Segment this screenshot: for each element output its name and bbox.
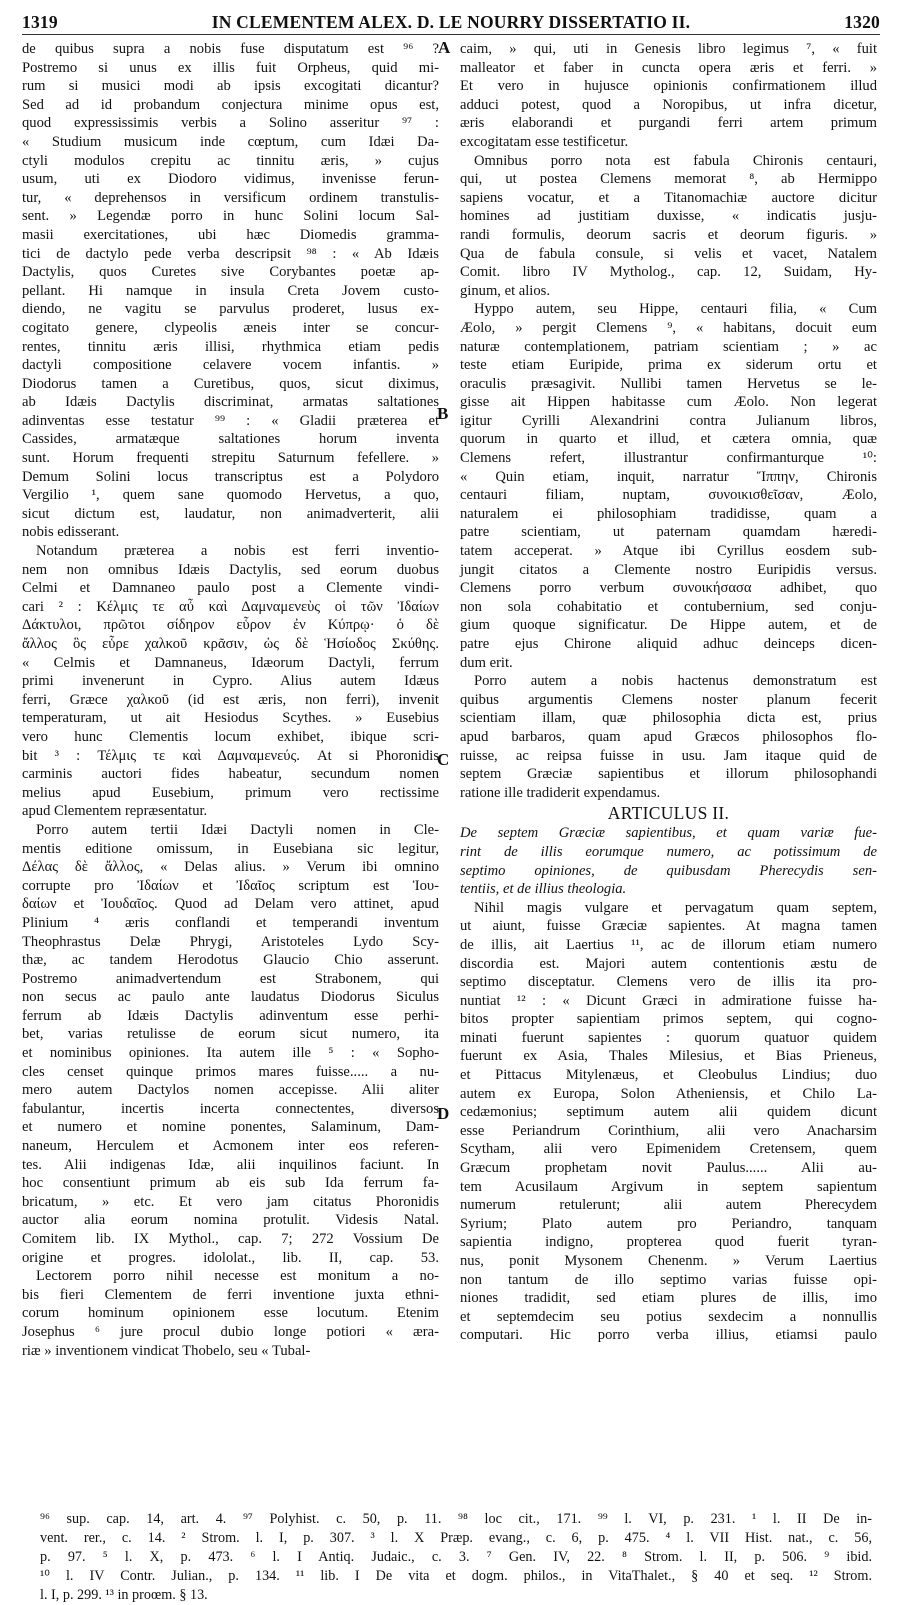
right-column-line: Comit. libro IV Mytholog., cap. 12, Suidam, Hy- [460, 264, 877, 281]
left-column-line: Lectorem porro nihil necesse est monitum a no- [36, 1268, 439, 1285]
right-column-line: quibus argumentis Clemens noster planum fecerit [460, 691, 877, 708]
right-column-line: et Pittacus Mitylenæus, et Cleobulus Lindius; duo [460, 1067, 877, 1084]
right-column-line: bitos propter sapientiam primos septem, qui cogno- [460, 1011, 877, 1028]
footnote-line: ⁹⁶ sup. cap. 14, art. 4. ⁹⁷ Polyhist. c. 50, p. 11. ⁹⁸ loc cit., 171. ⁹⁹ l. VI, p. 231. ¹ l. II De in- [40, 1511, 872, 1527]
right-column-line: sapiens vocatur, et a Titanomachiæ auctore dicitur [460, 189, 877, 206]
right-column-line: homines ad justitiam duxisse, « indicatis jusju- [460, 208, 877, 225]
left-column-line: quod expressissimis verbis a Solino asseritur ⁹⁷ : [22, 115, 439, 132]
left-column-line: primi invenerunt in Cypro. Alius autem Idæus [22, 673, 439, 690]
right-column-line: naturæ contemplationem, patriam scientiam ; » ac [460, 338, 877, 355]
right-column-line: adduci potest, quod a Noropibus, ut infra dicetur, [460, 96, 877, 113]
left-column-line: corum hominum opinionem esse locutum. Etenim [22, 1305, 439, 1322]
footnote-line: ¹⁰ l. IV Contr. Julian., p. 134. ¹¹ lib. I De vita et dogm. philos., in VitaThalet., § 40 et seq. ¹² Strom. [40, 1568, 872, 1584]
right-column-line: oraculis præsagivit. Nullibi tamen Hervetus se le- [460, 375, 877, 392]
left-column-line: nobis edisserant. [22, 524, 120, 541]
right-column-line: minati fuerunt sapientes : quorum quatuor quidem [460, 1029, 877, 1046]
right-column-line: ruisse, ac reipsa fuisse in usu. Jam itaque quid de [460, 747, 877, 764]
right-column-line: Et vero in hujusce opinionis confirmationem illud [460, 78, 877, 95]
right-column-line: scientiam illam, quæ philosophia dicta est, prius [460, 710, 877, 727]
margin-marker-d: D [437, 1104, 450, 1123]
footnote-line: l. I, p. 299. ¹³ in proœm. § 13. [40, 1587, 208, 1603]
left-column-line: bet, varias retulisse de eorum sicut numero, ita [22, 1026, 439, 1043]
footnote-line: vent. rer., c. 14. ² Strom. l. I, p. 307. ³ l. X Præp. evang., c. 6, p. 475. ⁴ l. VII Hist. nat., c. 56, [40, 1530, 872, 1546]
right-column-line: Syrium; Plato autem pro Periandro, tanquam [460, 1215, 877, 1232]
left-column-line: melius apud Eusebium, primum vero rectissime [22, 784, 439, 801]
right-column-line: Æolo, » pergit Clemens ⁹, « habitans, docuit eum [460, 319, 877, 336]
left-column-line: tur, « deprehensos in versificum ordinem transtulis- [22, 189, 439, 206]
right-column-line: autem ex Europa, Solon Atheniensis, et Chilo La- [460, 1085, 877, 1102]
footnote-line: p. 97. ⁵ l. X, p. 473. ⁶ l. I Antiq. Judaic., c. 3. ⁷ Gen. IV, 22. ⁸ Strom. l. II, p. 506. ⁹ ibid. [40, 1549, 872, 1565]
right-column-line: Clemens porro verbum συνοικήσασα adhibet, quo [460, 580, 877, 597]
left-column-line: de quibus supra a nobis fuse disputatum est ⁹⁶ ? [22, 41, 439, 57]
left-column-line: temperaturam, ut ait Hesiodus Scythes. » Eusebius [22, 710, 439, 727]
left-column-line: riæ » inventionem vindicat Thobelo, seu « Tubal- [22, 1342, 311, 1359]
right-column-line: gisse ait Hippen habitasse cum Æolo. Non legerat [460, 394, 877, 411]
left-column-line: Postremo animadvertendum est Strabonem, qui [22, 970, 439, 987]
article-heading: ARTICULUS II. [607, 803, 730, 824]
left-column-line: mentis editione omissum, in Eusebiana sic legitur, [22, 840, 439, 857]
left-column-line: Dactylis, quos Curetes sive Corybantes poetæ ap- [22, 264, 439, 281]
right-column-line: caim, » qui, uti in Genesis libro legimus ⁷, « fuit [460, 41, 877, 57]
left-column-line: ferri, Græce χαλκοῦ (id est æris, non ferri), invenit [22, 691, 439, 708]
right-column-line: patre ejus Chirone aliquid adhuc deinceps dicen- [460, 636, 877, 652]
left-column [22, 40, 439, 1360]
left-column-line: ab Idæis Dactylis discriminat, armatas saltationes [22, 394, 439, 411]
footnotes [40, 1510, 872, 1605]
left-column-line: hoc consentiunt primum ab eis sub Ida ferrum fa- [22, 1175, 439, 1192]
right-column-line: non tantum de illo septimo varias fuisse opi- [460, 1271, 877, 1288]
left-column-line: Celmi et Damnaneo paulo post a Clemente vindi- [22, 580, 439, 597]
right-column-line: non sola cohabitatio et contubernium, sed conju- [460, 598, 877, 615]
right-column-line: septimo disceptatur. Clemens vero de illis ita pro- [460, 974, 877, 991]
left-column-line: Porro autem tertii Idæi Dactyli nomen in Cle- [36, 821, 439, 838]
left-column-line: ἄλλος ὃς εὗρε χαλκοῦ κρᾶσιν, ὡς δὲ Ἡσίοδος Σκύθης. [22, 636, 439, 652]
left-column-line: Plinium ⁴ æris conflandi et temperandi inventum [22, 914, 439, 931]
left-column-line: tes. Alii indigenas Idæ, alii inquilinos faciunt. In [22, 1156, 439, 1173]
left-column-line: carminis auctori fides habeatur, secundum nomen [22, 766, 439, 783]
right-column-line: et septemdecim seu potius sexdecim a nonnullis [460, 1308, 877, 1325]
page-number-right: 1320 [844, 12, 880, 32]
left-column-line: « Studium musicum inde cœptum, cum Idæi Da- [22, 133, 439, 150]
right-column-line: sapientia indigno, propterea quod fuerit tyran- [460, 1234, 877, 1251]
left-column-line: sunt. Horum frequenti strepitu Saturnum fefellere. » [22, 450, 439, 467]
running-header [22, 12, 880, 34]
left-column-line: Demum Solini locus transcriptus est a Polydoro [22, 468, 439, 485]
right-column-line: Græcum prophetam novit Paulus...... Alii au- [460, 1160, 877, 1177]
right-column-line: « Quin etiam, inquit, narratur Ἵππην, Chironis [460, 468, 877, 485]
left-column-line: masii exercitationes, ubi hæc Diomedis gramma- [22, 226, 439, 243]
right-column-line: numerum retulerunt; alii autem Pherecydem [460, 1197, 877, 1214]
right-column-line: tentiis, et de illius theologia. [460, 881, 627, 898]
left-column-line: pellant. Hi namque in insula Creta Jovem custo- [22, 282, 439, 299]
left-column-line: non secus ac paulo ante laudatus Diodorus Siculus [22, 989, 439, 1006]
page-number-left: 1319 [22, 12, 58, 32]
left-column-line: rentes, tinnitu æris illisi, rhythmica etiam pedis [22, 338, 439, 355]
right-column-line: Qua de fabula consule, si velis et vacet, Natalem [460, 245, 877, 262]
right-column-line: malleator et faber in cuncta opera æris et ferri. » [460, 59, 877, 76]
right-column-line: apud barbaros, quam apud Græcos philosophos flo- [460, 728, 877, 745]
margin-marker-a: A [438, 38, 451, 57]
left-column-line: Notandum præterea a nobis est ferri inventio- [36, 543, 439, 560]
left-column-line: bis fieri Clementem de ferri inventione juxta ethni- [22, 1286, 439, 1303]
right-column-line: randi formulis, deorum sacris et deorum figuris. » [460, 226, 877, 243]
left-column-line: vero hunc Clementis locum exhibet, ibique scri- [22, 728, 439, 745]
right-column-line: Scytham, alii vero Epimenidem Cretensem, quem [460, 1141, 877, 1158]
left-column-line: diendo, ne vagitu se parvulus proderet, lusus ex- [22, 301, 439, 318]
right-column-line: patre scientiam, ut paternam quamdam hæredi- [460, 524, 877, 541]
left-column-line: rum si musici modi ab ipsis excogitati dicantur? [22, 78, 439, 95]
left-column-line: Vergilio ¹, quem sane quomodo Hervetus, a quo, [22, 487, 439, 504]
left-column-line: Diodorus tamen a Curetibus, quos, sicut diximus, [22, 375, 439, 392]
right-column-line: naturalem ei philosophiam tradidisse, quam a [460, 505, 877, 522]
right-column-line: niones tradidit, sed etiam plures de illis, imo [460, 1290, 877, 1307]
right-column-line: De septem Græciæ sapientibus, et quam variæ fue- [460, 825, 877, 842]
left-column-line: auctor alia eorum nomina protulit. Videsis Natal. [22, 1212, 439, 1229]
right-column-line: computari. Hic porro verba illius, etiamsi paulo [460, 1327, 877, 1344]
left-column-line: thæ, ac tandem Herodotus Glaucio Chio asserunt. [22, 952, 439, 969]
right-column-line: Clemens refert, illustrantur confirmanturque ¹⁰: [460, 450, 877, 467]
right-column-line: gium quoque significatur. De Hippe autem, et de [460, 617, 877, 634]
margin-marker-c: C [437, 750, 450, 769]
right-column-line: igitur Cyrilli Alexandrini contra Julianum libros, [460, 412, 877, 429]
left-column-line: naneum, Herculem et Acmonem inter eos referen- [22, 1138, 439, 1155]
left-column-line: ferrum ab Idæis Dactylis adinventum esse perhi- [22, 1007, 439, 1024]
left-column-line: Cassides, armatæque saltationes horum inventa [22, 431, 439, 448]
left-column-line: fabulantur, incertis incerta connectentes, diversos [22, 1100, 439, 1117]
header-rule [22, 34, 880, 35]
right-column-line: excogitatam esse testificetur. [460, 133, 629, 150]
left-column-line: et nominibus opiniones. Ita autem ille ⁵ : « Sopho- [22, 1045, 439, 1062]
right-column-line: septem Græciæ sapientibus et illorum philosophandi [460, 766, 877, 783]
left-column-line: usum, uti ex Diodoro vidimus, invenisse ferun- [22, 171, 439, 188]
right-column-line: ut aiunt, fuisse Græciæ sapientes. At magna tamen [460, 918, 877, 935]
right-column-line: rint de illis eorumque numero, ac potissimum de [460, 843, 877, 860]
left-column-line: cogitato genere, clypeolis æneis inter se concur- [22, 319, 439, 336]
left-column-line: cles censet quinque primos mares fuisse..... a nu- [22, 1063, 439, 1080]
right-column-line: Porro autem a nobis hactenus demonstratum est [474, 673, 877, 690]
right-column-line: Nihil magis vulgare et pervagatum quam septem, [474, 899, 877, 916]
right-column-line: teste etiam Euripide, prima ex siderum ortu et [460, 357, 877, 374]
left-column-line: apud Clementem repræsentatur. [22, 803, 208, 820]
left-column-line: Sed ad id probandum conjectura minime opus est, [22, 96, 439, 113]
left-column-line: Postremo si unus ex illis fuit Orpheus, quid mi- [22, 59, 439, 76]
right-column-line: nus, ponit Mysonem Chenenm. » Verum Laertius [460, 1253, 877, 1269]
margin-marker-b: B [437, 404, 449, 423]
right-column-line: discordia est. Majori autem contentionis æstu de [460, 955, 877, 972]
left-column-line: et numero et nomine ponentes, Salaminum, Dam- [22, 1119, 439, 1136]
left-column-line: dactyli compositione celavere vocem infantis. » [22, 357, 439, 374]
right-column-line: de illis, ait Laertius ¹¹, ac de illorum etiam numero [460, 936, 877, 953]
left-column-line: adinventas esse testatur ⁹⁹ : « Gladii præterea et [22, 412, 439, 429]
left-column-line: « Celmis et Damnaneus, Idæorum Dactyli, ferrum [22, 654, 439, 671]
right-column-line: jungit citatos a Clemente nostro Euripidis versus. [460, 561, 877, 578]
running-title: IN CLEMENTEM ALEX. D. LE NOURRY DISSERTATIO II. [211, 12, 691, 32]
right-column-line: ginum, et alios. [460, 282, 550, 299]
left-column-line: bit ³ : Τέλμις τε καὶ Δαμναμενεύς. At si Phoronidis [22, 747, 439, 764]
left-column-line: ctyli modulos crepitu ac tinnitu æris, » cujus [22, 152, 439, 169]
left-column-line: mero autem Dactylos nomen accepisse. Alii aliter [22, 1082, 439, 1099]
right-column-line: Omnibus porro nota est fabula Chironis centauri, [474, 152, 877, 169]
right-column-line: tem Acusilaum Argivum in septem sapientum [460, 1178, 877, 1195]
left-column-line: corrupte pro Ἰδαίων et Ἰδαῖος scriptum est Ἰου- [22, 877, 439, 894]
right-column [460, 40, 877, 1345]
right-column-line: quorum in quarto et illud, et cætera omnia, quæ [460, 431, 877, 448]
right-column-line: tatem acceperat. » Atque ibi Cyrillus eosdem sub- [460, 543, 877, 560]
left-column-line: Comitem lib. IX Mythol., cap. 7; 272 Vossium De [22, 1231, 439, 1247]
left-column-line: cari ² : Κέλμις τε αὖ καὶ Δαμναμενεὺς οἱ τῶν Ἰδαίων [22, 598, 439, 615]
left-column-line: Δάκτυλοι, πρῶτοι σίδηρον εὗρον ἐν Κύπρῳ· ὁ δὲ [22, 617, 439, 634]
left-column-line: Theophrastus Delæ Phrygi, Aristoteles Lydo Scy- [22, 933, 439, 950]
right-column-line: fuerunt ex Asia, Thales Milesius, et Bias Prieneus, [460, 1048, 877, 1065]
right-column-line: centauri filiam, nuptam, συνοικισθεῖσαν, Æolo, [460, 487, 877, 504]
left-column-line: sent. » Legendæ porro in hunc Solini locum Sal- [22, 208, 439, 225]
right-column-line: qui, ut postea Clemens memorat ⁸, ab Hermippo [460, 171, 877, 188]
left-column-line: nem non omnibus Idæis Dactylis, sed eorum duobus [22, 561, 439, 578]
right-column-line: septimo opiniones, de quibusdam Pherecydis sen- [460, 862, 877, 879]
left-column-line: origine et progres. idololat., lib. II, cap. 53. [22, 1249, 439, 1266]
left-column-line: Δέλας δὲ ἄλλος, « Delas alius. » Verum ibi omnino [22, 859, 439, 876]
right-column-line: nuntiat ¹² : « Dicunt Græci in admiratione fuisse ha- [460, 992, 877, 1009]
left-column-line: tici de dactylo pede verba descripsit ⁹⁸ : « Ab Idæis [22, 245, 439, 262]
left-column-line: δαίων et Ἰουδαῖος. Quod ad Delam vero attinet, apud [22, 896, 439, 913]
left-column-line: bricatum, » etc. Et vero jam citatus Phoronidis [22, 1193, 439, 1210]
right-column-line: æris elaborandi et purgandi ferri artem primum [460, 115, 877, 132]
right-column-line: cedæmonius; septimum autem alii quidem dicunt [460, 1104, 877, 1121]
right-column-line: dum erit. [460, 654, 513, 671]
right-column-line: ratione ille tradiderit expendamus. [460, 784, 661, 801]
right-column-line: Hyppo autem, seu Hippe, centauri filia, « Cum [474, 301, 877, 318]
left-column-line: Josephus ⁶ jure procul dubio longe potiori « æra- [22, 1323, 439, 1340]
left-column-line: sicut dictum est, laudatur, non animadverterit, alii [22, 505, 439, 522]
right-column-line: esse Periandrum Corinthium, alii vero Anacharsim [460, 1122, 877, 1139]
